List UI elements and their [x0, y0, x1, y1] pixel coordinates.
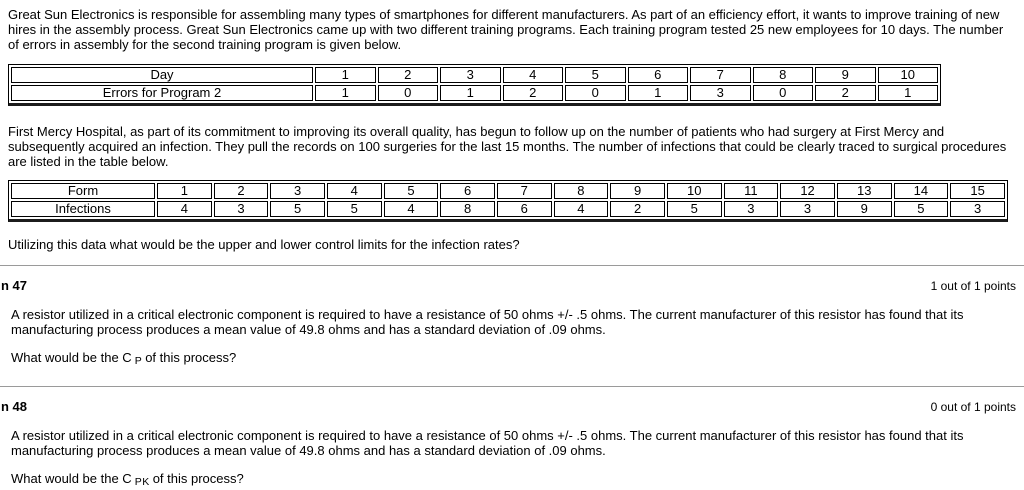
table-cell: 1: [440, 85, 501, 101]
table-cell: 9: [610, 183, 665, 199]
section-divider: [0, 265, 1024, 266]
prompt-subscript: P: [134, 355, 143, 367]
question-48-points: 0 out of 1 points: [930, 400, 1016, 414]
row-header-form: Form: [11, 183, 155, 199]
table-cell: 4: [384, 201, 439, 217]
table-cell: 4: [157, 201, 212, 217]
table-cell: 1: [315, 85, 376, 101]
row-header-infections: Infections: [11, 201, 155, 217]
table-cell: 1: [315, 67, 376, 83]
intro-paragraph-hospital: First Mercy Hospital, as part of its commitment to improving its overall quality, has begun to follow up on the number of patients who had surgery at First Mercy and subsequently acquired an infection. They pull the records on 100 surgeries for the last 15 months. The number of infections that could be clearly traced to surgical procedures are listed in the table below.: [8, 124, 1007, 169]
table-cell: 7: [690, 67, 751, 83]
table-cell: 2: [378, 67, 439, 83]
table-cell: 3: [440, 67, 501, 83]
prompt-prefix: What would be the C: [11, 471, 132, 486]
table-cell: 2: [610, 201, 665, 217]
table-cell: 5: [384, 183, 439, 199]
table-cell: 1: [878, 85, 939, 101]
table-cell: 3: [780, 201, 835, 217]
table-cell: 4: [327, 183, 382, 199]
table-cell: 3: [724, 201, 779, 217]
table-row-day: [11, 67, 938, 83]
question-48-prompt: [11, 471, 1016, 490]
table-cell: 0: [565, 85, 626, 101]
infections-table: [8, 180, 1008, 222]
table-cell: 14: [894, 183, 949, 199]
table-cell: 9: [837, 201, 892, 217]
table-cell: 3: [690, 85, 751, 101]
table-cell: 5: [667, 201, 722, 217]
prompt-suffix: of this process?: [152, 471, 244, 486]
table-cell: 6: [497, 201, 552, 217]
table-row-infections: [11, 201, 1005, 217]
table-cell: 5: [565, 67, 626, 83]
table-cell: 15: [950, 183, 1005, 199]
question-48-section: [1, 399, 1016, 490]
table-cell: 2: [815, 85, 876, 101]
table-cell: 3: [214, 201, 269, 217]
table-cell: 8: [554, 183, 609, 199]
table-cell: 9: [815, 67, 876, 83]
table-cell: 5: [327, 201, 382, 217]
infection-question-text: Utilizing this data what would be the upper and lower control limits for the infection rates?: [8, 237, 520, 252]
row-header-errors: Errors for Program 2: [11, 85, 313, 101]
question-48-header: [1, 399, 1016, 414]
question-47-points: 1 out of 1 points: [930, 279, 1016, 293]
table-row-form: [11, 183, 1005, 199]
table-cell: 11: [724, 183, 779, 199]
table-cell: 10: [878, 67, 939, 83]
question-47-prompt: [11, 350, 1016, 369]
table-cell: 1: [157, 183, 212, 199]
row-header-day: Day: [11, 67, 313, 83]
question-48-body: A resistor utilized in a critical electronic component is required to have a resistance of 50 ohms +/- .5 ohms. The current manufacturer of this resistor has found that its manufacturing process produces a mean value of 49.8 ohms and has a standard deviation of .09 ohms.: [11, 428, 964, 458]
table-cell: 2: [503, 85, 564, 101]
prompt-suffix: of this process?: [145, 350, 237, 365]
table-cell: 8: [753, 67, 814, 83]
table-cell: 13: [837, 183, 892, 199]
question-48-title: n 48: [1, 399, 28, 414]
question-47-header: [1, 278, 1016, 293]
table-cell: 0: [378, 85, 439, 101]
section-divider: [0, 386, 1024, 387]
table-cell: 7: [497, 183, 552, 199]
table-cell: 5: [270, 201, 325, 217]
question-47-title: n 47: [1, 278, 28, 293]
table-row-errors: [11, 85, 938, 101]
table-cell: 0: [753, 85, 814, 101]
table-cell: 6: [628, 67, 689, 83]
table-cell: 8: [440, 201, 495, 217]
table-cell: 12: [780, 183, 835, 199]
table-cell: 3: [950, 201, 1005, 217]
table-cell: 10: [667, 183, 722, 199]
question-47-section: [1, 278, 1016, 369]
errors-table: [8, 64, 941, 106]
intro-paragraph-electronics: Great Sun Electronics is responsible for assembling many types of smartphones for different manufacturers. As part of an efficiency effort, it wants to improve training of new hires in the assembly process. Great Sun Electronics came up with two different training programs. Each training program tested 25 new employees for 10 days. The number of errors in assembly for the second training program is given below.: [8, 7, 1004, 52]
prompt-subscript: PK: [134, 476, 150, 488]
table-cell: 1: [628, 85, 689, 101]
table-cell: 3: [270, 183, 325, 199]
table-cell: 5: [894, 201, 949, 217]
prompt-prefix: What would be the C: [11, 350, 132, 365]
question-47-body: A resistor utilized in a critical electronic component is required to have a resistance of 50 ohms +/- .5 ohms. The current manufacturer of this resistor has found that its manufacturing process produces a mean value of 49.8 ohms and has a standard deviation of .09 ohms.: [11, 307, 964, 337]
table-cell: 2: [214, 183, 269, 199]
table-cell: 4: [554, 201, 609, 217]
table-cell: 6: [440, 183, 495, 199]
table-cell: 4: [503, 67, 564, 83]
